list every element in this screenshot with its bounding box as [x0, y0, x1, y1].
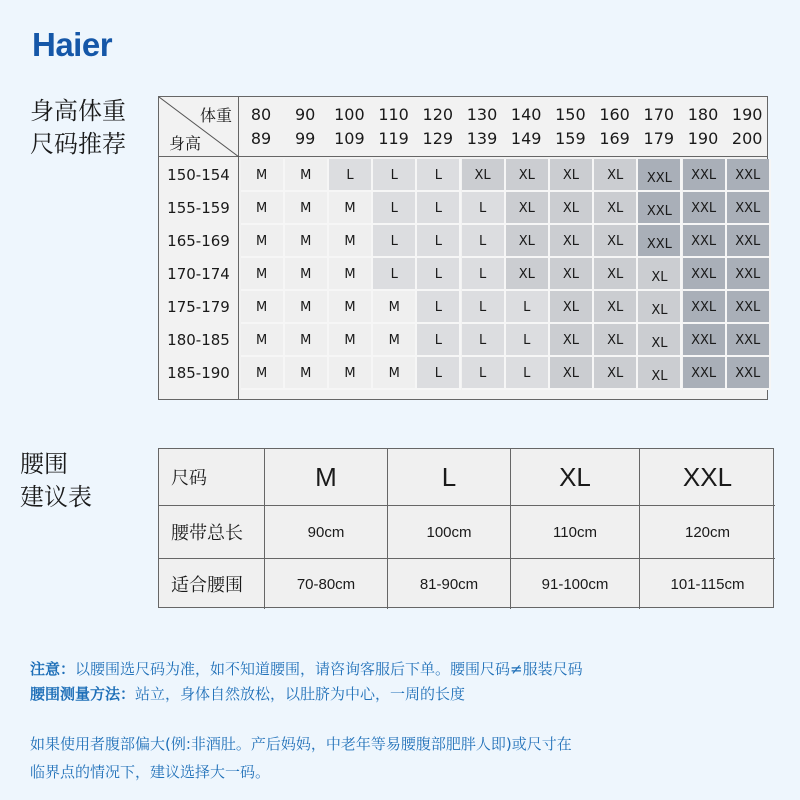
weight-range-header	[327, 103, 371, 151]
size-cell: XL	[462, 159, 506, 192]
weight-to: 159	[555, 129, 586, 148]
size-cell: XL	[594, 357, 638, 390]
height-range-label: 180-185	[159, 324, 239, 357]
waist-title-line1: 腰围	[20, 450, 68, 478]
note-label: 注意：	[30, 660, 76, 678]
size-cell: XXL	[683, 192, 727, 225]
size-cell: M	[285, 258, 329, 291]
size-cell: L	[417, 258, 461, 291]
size-recommendation-table	[158, 96, 768, 400]
size-cell: XL	[550, 291, 594, 324]
size-cell: M	[329, 324, 373, 357]
waist-title-line2: 建议表	[20, 483, 92, 511]
fit-waist-cell: 70-80cm	[265, 559, 388, 609]
height-axis-label: 身高	[169, 134, 202, 153]
size-cell: XXL	[727, 159, 771, 192]
size-cell: XXL	[683, 324, 727, 357]
weight-from: 130	[466, 105, 498, 124]
size-cell: L	[506, 324, 550, 357]
size-cell: XL	[638, 291, 682, 324]
size-cell: L	[373, 192, 417, 225]
size-cell: L	[462, 357, 506, 390]
size-title-line2: 尺码推荐	[30, 130, 126, 158]
size-cell: L	[462, 291, 506, 324]
size-cell: M	[241, 192, 285, 225]
size-cell: M	[373, 324, 417, 357]
weight-to: 89	[250, 129, 272, 148]
size-cell: XXL	[683, 159, 727, 192]
size-cell: L	[329, 159, 373, 192]
size-cell: XL	[506, 258, 550, 291]
weight-range-header	[681, 103, 725, 151]
size-cell: XL	[550, 225, 594, 258]
size-section-title	[30, 95, 126, 161]
weight-to: 200	[731, 129, 763, 148]
weight-to: 139	[466, 129, 498, 148]
size-cell: L	[417, 324, 461, 357]
note-text: 以腰围选尺码为准，如不知道腰围，请咨询客服后下单。腰围尺码≠服装尺码	[75, 660, 583, 678]
size-cell: XL	[594, 258, 638, 291]
height-range-label: 170-174	[159, 258, 239, 291]
weight-to: 179	[643, 129, 675, 148]
size-cell: XXL	[727, 258, 771, 291]
size-cell: XXL	[683, 258, 727, 291]
note-line	[30, 657, 583, 682]
size-cell: M	[285, 225, 329, 258]
weight-range-header	[416, 103, 460, 151]
size-cell: XXL	[638, 159, 682, 192]
size-cell: XL	[594, 291, 638, 324]
weight-from: 150	[555, 105, 586, 124]
weight-range-header	[725, 103, 769, 151]
size-cell: XXL	[727, 225, 771, 258]
size-cell: M	[329, 225, 373, 258]
weight-from: 140	[510, 105, 542, 124]
weight-axis-label: 体重	[199, 106, 232, 125]
size-cell: XL	[594, 324, 638, 357]
size-cell: L	[417, 357, 461, 390]
size-cell: M	[329, 291, 373, 324]
size-cell: XL	[550, 357, 594, 390]
weight-header-row	[159, 97, 767, 157]
weight-to: 169	[599, 129, 630, 148]
weight-from: 180	[687, 105, 719, 124]
height-range-label: 155-159	[159, 192, 239, 225]
size-cell: L	[506, 357, 550, 390]
weight-range-header	[593, 103, 637, 151]
measure-label: 腰围测量方法：	[30, 685, 136, 703]
size-cell: L	[373, 258, 417, 291]
weight-to: 190	[687, 129, 719, 148]
weight-range-header	[372, 103, 416, 151]
size-cell: XL	[594, 192, 638, 225]
weight-from: 190	[731, 105, 763, 124]
weight-from: 170	[643, 105, 675, 124]
size-cell: L	[462, 192, 506, 225]
size-cell: L	[462, 258, 506, 291]
weight-range-header	[548, 103, 592, 151]
size-cell: M	[285, 324, 329, 357]
size-cell: XXL	[683, 225, 727, 258]
weight-range-header	[637, 103, 681, 151]
fit-waist-cell: 91-100cm	[511, 559, 640, 609]
size-header-cell: L	[388, 449, 511, 506]
size-cell: XXL	[683, 291, 727, 324]
measure-text: 站立，身体自然放松，以肚脐为中心，一周的长度	[135, 685, 466, 703]
size-cell: M	[241, 258, 285, 291]
notes-block	[30, 657, 583, 707]
size-cell: L	[417, 291, 461, 324]
size-cell: XL	[594, 159, 638, 192]
size-cell: XXL	[727, 324, 771, 357]
height-range-label: 175-179	[159, 291, 239, 324]
size-cell: M	[285, 291, 329, 324]
height-range-label: 150-154	[159, 159, 239, 192]
waist-section-title	[20, 448, 92, 514]
size-cell: M	[241, 159, 285, 192]
size-cell: M	[241, 324, 285, 357]
size-cell: L	[373, 159, 417, 192]
weight-range-header	[283, 103, 327, 151]
size-header-cell: XXL	[640, 449, 775, 506]
size-header-cell: M	[265, 449, 388, 506]
belt-length-label: 腰带总长	[159, 506, 265, 559]
size-cell: M	[329, 258, 373, 291]
weight-from: 80	[250, 105, 272, 124]
size-cell: XL	[550, 324, 594, 357]
size-cell: L	[417, 192, 461, 225]
size-cell: XXL	[638, 225, 682, 258]
size-cell: L	[506, 291, 550, 324]
size-cell: M	[241, 291, 285, 324]
belt-length-cell: 120cm	[640, 506, 775, 559]
tip-line-1: 如果使用者腹部偏大(例:非酒肚。产后妈妈，中老年等易腰腹部肥胖人即)或尺寸在	[30, 735, 572, 753]
size-cell: XL	[638, 258, 682, 291]
weight-from: 110	[378, 105, 409, 124]
size-cell: L	[417, 225, 461, 258]
size-cell: M	[285, 159, 329, 192]
size-cell: M	[241, 225, 285, 258]
size-cell: L	[417, 159, 461, 192]
weight-from: 160	[599, 105, 630, 124]
fit-waist-cell: 81-90cm	[388, 559, 511, 609]
size-cell: M	[329, 357, 373, 390]
size-cell: L	[373, 225, 417, 258]
size-cell: L	[462, 225, 506, 258]
weight-range-header	[239, 103, 283, 151]
size-cell: XXL	[683, 357, 727, 390]
weight-to: 129	[422, 129, 454, 148]
belt-length-cell: 90cm	[265, 506, 388, 559]
size-cell: XL	[638, 324, 682, 357]
height-range-label: 185-190	[159, 357, 239, 390]
size-cell: XL	[506, 159, 550, 192]
weight-from: 120	[422, 105, 454, 124]
size-cell: XXL	[727, 357, 771, 390]
size-cell: M	[373, 357, 417, 390]
size-cell: XL	[506, 225, 550, 258]
weight-to: 109	[334, 129, 365, 148]
size-header-label: 尺码	[159, 449, 265, 506]
waist-size-table	[158, 448, 774, 608]
size-cell: M	[241, 357, 285, 390]
corner-header	[159, 97, 239, 157]
weight-from: 90	[295, 105, 316, 124]
size-cell: XL	[550, 258, 594, 291]
haier-logo: Haier	[32, 26, 113, 63]
weight-range-header	[460, 103, 504, 151]
size-cell: M	[329, 192, 373, 225]
belt-length-cell: 110cm	[511, 506, 640, 559]
weight-to: 149	[510, 129, 542, 148]
weight-from: 100	[334, 105, 365, 124]
size-cell: M	[285, 357, 329, 390]
measure-line	[30, 682, 583, 707]
size-cell: XL	[550, 159, 594, 192]
fit-waist-cell: 101-115cm	[670, 575, 745, 593]
size-cell: M	[373, 291, 417, 324]
belt-length-cell: 100cm	[388, 506, 511, 559]
fit-waist-label: 适合腰围	[159, 559, 265, 609]
size-cell: XL	[550, 192, 594, 225]
weight-range-header	[504, 103, 548, 151]
tip-line-2: 临界点的情况下，建议选择大一码。	[30, 763, 271, 781]
weight-to: 99	[295, 129, 316, 148]
size-cell: L	[462, 324, 506, 357]
size-header-cell: XL	[511, 449, 640, 506]
height-range-label: 165-169	[159, 225, 239, 258]
size-cell: XL	[638, 357, 682, 390]
size-cell: XL	[506, 192, 550, 225]
size-cell: XXL	[638, 192, 682, 225]
size-cell: M	[285, 192, 329, 225]
size-cell: XL	[594, 225, 638, 258]
size-cell: XXL	[727, 291, 771, 324]
tips-block	[30, 730, 730, 786]
size-cell: XXL	[727, 192, 771, 225]
size-title-line1: 身高体重	[30, 97, 126, 125]
weight-to: 119	[378, 129, 409, 148]
